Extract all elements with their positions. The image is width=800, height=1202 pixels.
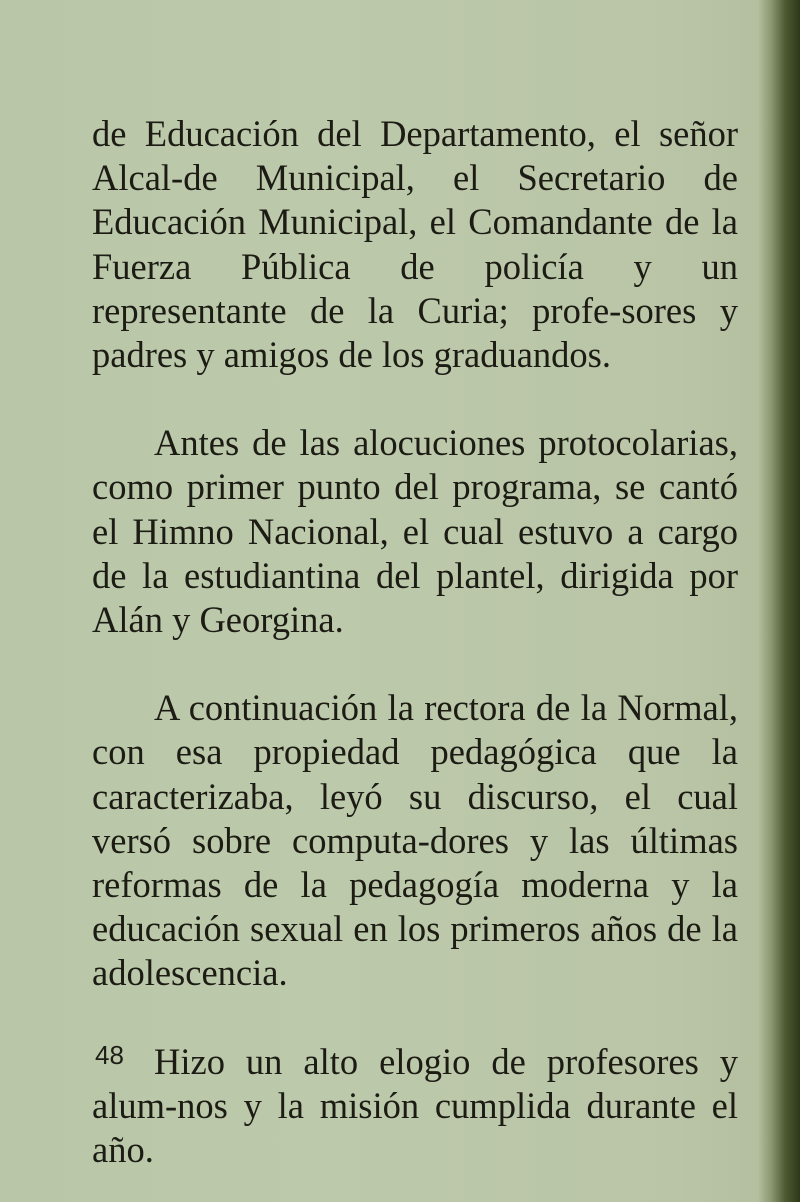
page-number: 48	[95, 1040, 124, 1070]
body-text	[92, 112, 738, 1202]
book-spine-shadow	[758, 0, 800, 1202]
paragraph-1: de Educación del Departamento, el señor Alcal-de Municipal, el Secretario de Educación Municipal, el Comandante de la Fuerza Pública de policía y un representante de la Curia; profe-sores y padres y amigos de los graduandos.	[92, 113, 738, 376]
paragraph-3: A continuación la rectora de la Normal, con esa propiedad pedagógica que la caracterizaba, leyó su discurso, el cual versó sobre computa-dores y las últimas reformas de la pedagogía moderna y la educación sexual en los primeros años de la adolescencia.	[92, 687, 738, 994]
paragraph-4: Hizo un alto elogio de profesores y alum-nos y la misión cumplida durante el año.	[92, 1040, 738, 1171]
paragraph-2: Antes de las alocuciones protocolarias, como primer punto del programa, se cantó el Himno Nacional, el cual estuvo a cargo de la estudiantina del plantel, dirigida por Alán y Georgina.	[92, 422, 738, 641]
